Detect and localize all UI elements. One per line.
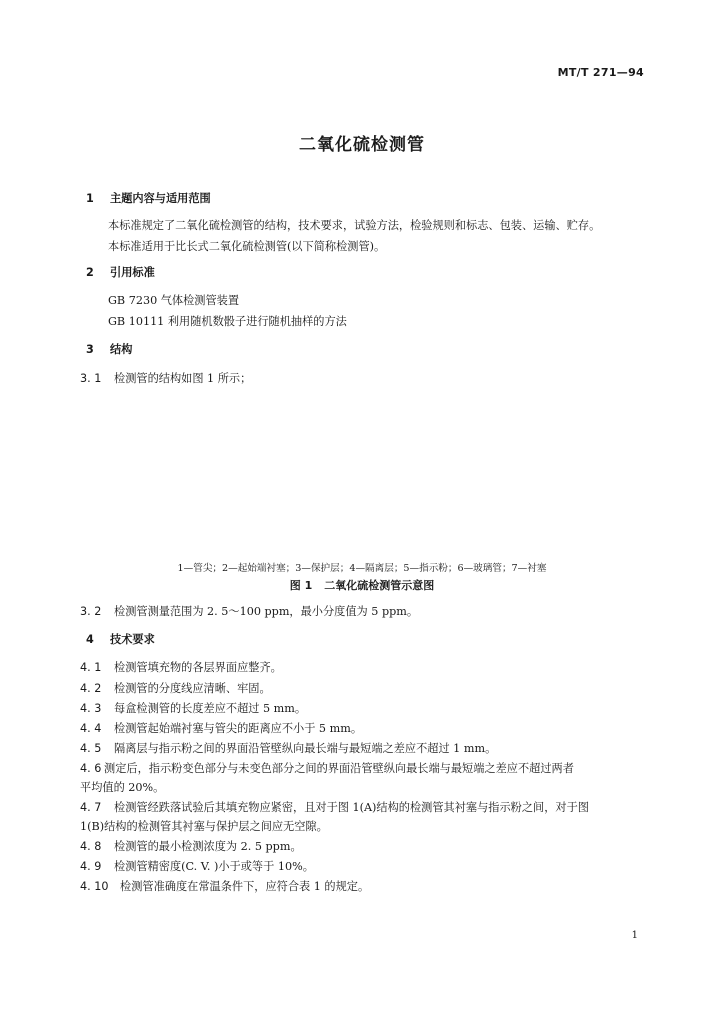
clause-text: 检测管准确度在常温条件下，应符合表 1 的规定。 [120, 880, 370, 893]
section-title: 结构 [110, 343, 133, 356]
clause-text: 检测管起始端衬塞与管尖的距离应不小于 5 mm。 [114, 722, 363, 735]
clause-text: 检测管填充物的各层界面应整齐。 [114, 661, 282, 674]
clause-number: 4. 3 [80, 702, 102, 715]
clause-number: 4. 6 [80, 762, 102, 775]
section-1-heading [86, 192, 211, 206]
clause-number: 3. 1 [80, 372, 102, 385]
clause-number: 3. 2 [80, 605, 102, 618]
clause-text: 每盒检测管的长度差应不超过 5 mm。 [114, 702, 307, 715]
reference-item: GB 10111 利用随机数骰子进行随机抽样的方法 [108, 315, 347, 328]
clause-4-3 [80, 702, 306, 716]
clause-4-9 [80, 860, 314, 874]
paragraph: 本标准规定了二氧化硫检测管的结构，技术要求，试验方法，检验规则和标志、包装、运输、贮存。 [108, 219, 601, 232]
clause-number: 4. 4 [80, 722, 102, 735]
section-number: 1 [86, 192, 94, 205]
clause-4-2 [80, 682, 271, 696]
paragraph: 本标准适用于比长式二氧化硫检测管(以下简称检测管)。 [108, 240, 386, 253]
section-title: 主题内容与适用范围 [110, 192, 211, 205]
reference-item: GB 7230 气体检测管装置 [108, 294, 240, 307]
clause-number: 4. 7 [80, 801, 102, 814]
clause-number: 4. 9 [80, 860, 102, 873]
clause-text: 隔离层与指示粉之间的界面沿管壁纵向最长端与最短端之差应不超过 1 mm。 [114, 742, 497, 755]
clause-continuation: 1(B)结构的检测管其衬塞与保护层之间应无空隙。 [80, 820, 328, 833]
clause-text: 检测管的结构如图 1 所示； [114, 372, 252, 385]
section-2-heading [86, 266, 155, 280]
section-number: 3 [86, 343, 94, 356]
clause-number: 4. 1 [80, 661, 102, 674]
section-number: 4 [86, 633, 94, 646]
section-3-heading [86, 343, 132, 357]
clause-continuation: 平均值的 20%。 [80, 781, 165, 794]
clause-text: 检测管的分度线应清晰、牢固。 [114, 682, 271, 695]
clause-4-1 [80, 661, 282, 675]
section-number: 2 [86, 266, 94, 279]
clause-text: 检测管精密度(C. V. )小于或等于 10%。 [114, 860, 314, 873]
figure-caption [0, 577, 724, 593]
clause-text: 检测管测量范围为 2. 5～100 ppm，最小分度值为 5 ppm。 [114, 605, 419, 618]
standard-code: MT/T 271—94 [557, 66, 644, 79]
clause-3-1 [80, 372, 251, 386]
clause-4-6 [80, 762, 574, 776]
clause-4-10 [80, 880, 369, 894]
figure-legend: 1—管尖；2—起始端衬塞；3—保护层；4—隔离层；5—指示粉；6—玻璃管；7—衬塞 [177, 563, 547, 574]
section-title: 技术要求 [110, 633, 155, 646]
clause-number: 4. 5 [80, 742, 102, 755]
page-number: 1 [631, 930, 638, 941]
figure-1-area [80, 390, 644, 550]
clause-text: 检测管的最小检测浓度为 2. 5 ppm。 [114, 840, 302, 853]
clause-4-7 [80, 801, 589, 815]
clause-number: 4. 8 [80, 840, 102, 853]
clause-text: 测定后，指示粉变色部分与未变色部分之间的界面沿管壁纵向最长端与最短端之差应不超过两者 [104, 762, 574, 775]
clause-number: 4. 2 [80, 682, 102, 695]
section-title: 引用标准 [110, 266, 155, 279]
clause-number: 4. 10 [80, 880, 109, 893]
clause-4-4 [80, 722, 362, 736]
figure-caption-text: 二氧化硫检测管示意图 [324, 579, 435, 592]
clause-text: 检测管经跌落试验后其填充物应紧密，且对于图 1(A)结构的检测管其衬塞与指示粉之间，对于图 [114, 801, 589, 814]
figure-number: 图 1 [289, 579, 313, 592]
clause-3-2 [80, 605, 418, 619]
document-title: 二氧化硫检测管 [299, 135, 425, 155]
section-4-heading [86, 633, 155, 647]
clause-4-8 [80, 840, 302, 854]
clause-4-5 [80, 742, 496, 756]
